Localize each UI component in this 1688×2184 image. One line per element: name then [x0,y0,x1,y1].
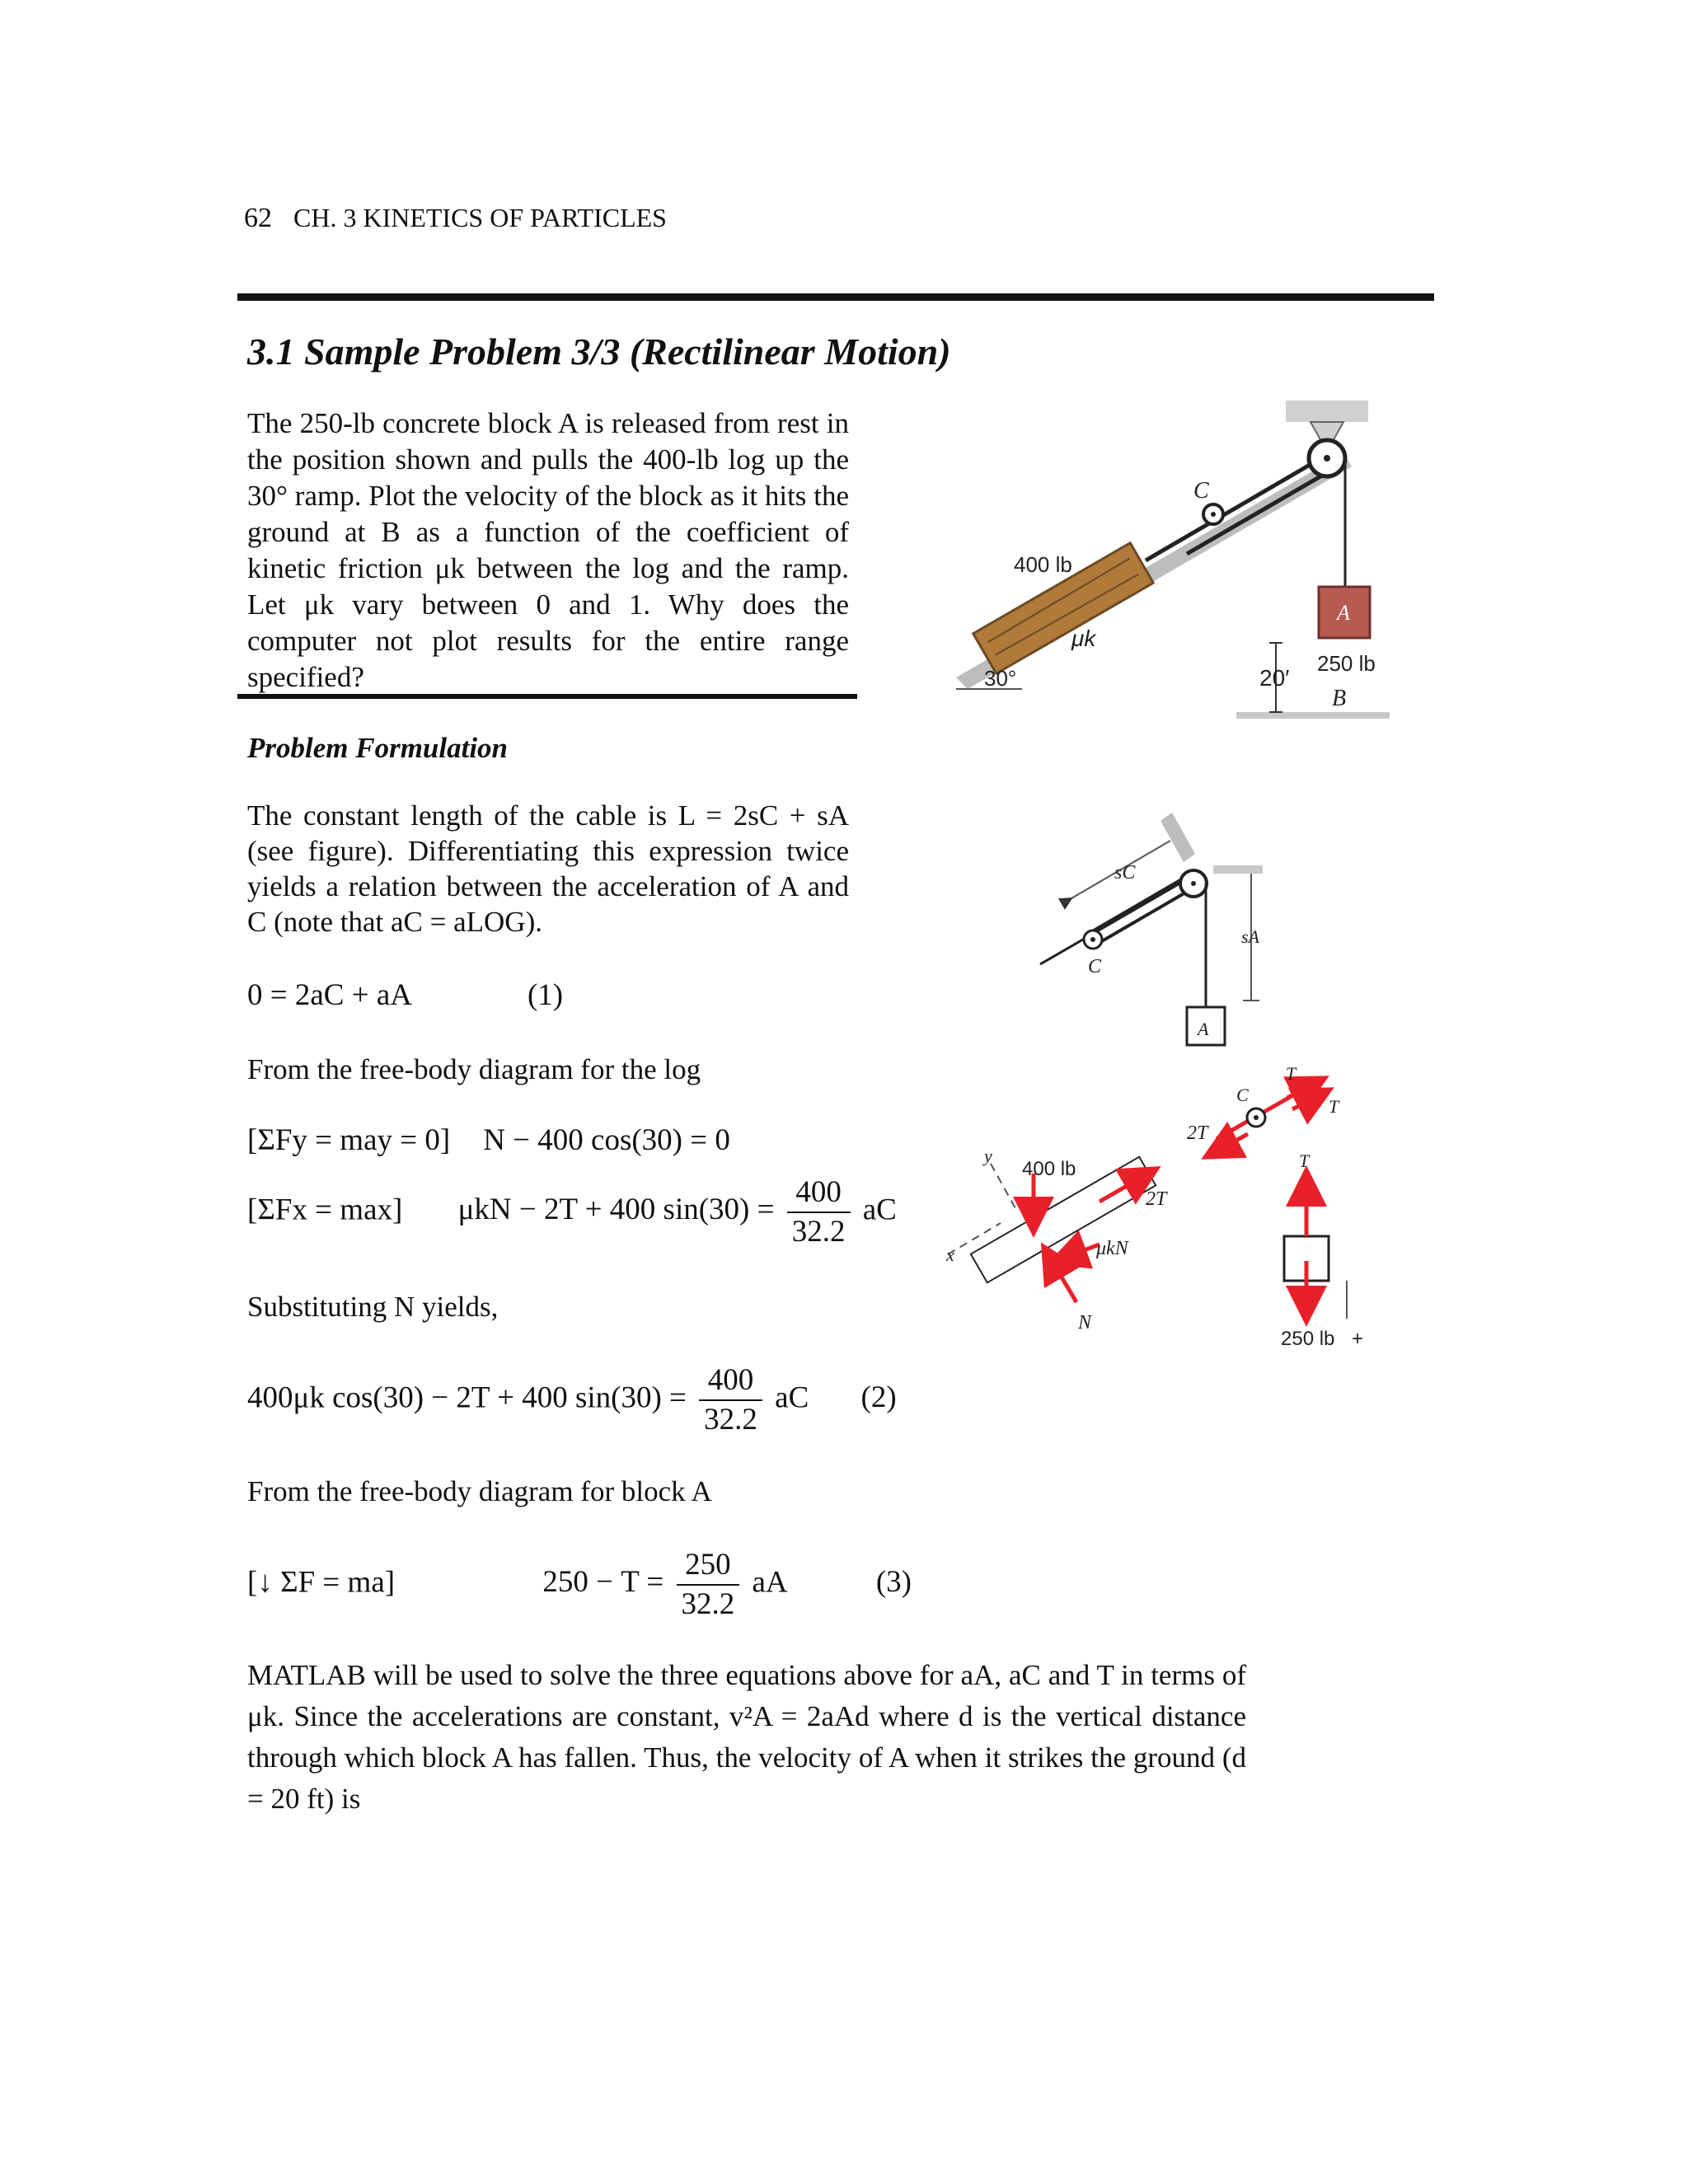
fbd-block-intro: From the free-body diagram for block A [247,1475,712,1507]
height-label: 20′ [1259,665,1290,691]
fraction-numerator: 250 [677,1546,740,1586]
fraction-numerator: 400 [699,1361,762,1401]
fraction-denominator: 32.2 [681,1587,735,1621]
fbd-2t-label: 2T [1146,1188,1167,1210]
equation-fx-lhs: μkN − 2T + 400 sin(30) = [457,1193,775,1227]
page-number: 62 [244,203,272,233]
fbd-log-intro: From the free-body diagram for the log [247,1053,701,1085]
equation-2-rhs: aC [775,1380,809,1415]
pulley-c-label: C [1193,478,1209,504]
c-label-small: C [1088,956,1102,977]
ceiling-support [1286,401,1368,422]
section-title: 3.1 Sample Problem 3/3 (Rectilinear Motion) [247,330,951,373]
friction-arrow [1055,1244,1100,1261]
fbd-weight-label: 400 lb [1022,1158,1076,1180]
substituting-text: Substituting N yields, [247,1291,499,1323]
x-axis-label: x [946,1244,954,1265]
sa-label: sA [1241,926,1259,947]
cable-log-to-pulley [1146,462,1315,560]
equation-fy-expr: N − 400 cos(30) = 0 [483,1123,730,1157]
pulley-2t-label: 2T [1187,1122,1208,1144]
section-heading: Problem Formulation [247,732,509,764]
log-weight-label: 400 lb [1014,552,1072,577]
y-axis [991,1164,1015,1208]
ramp-figure [956,401,1390,719]
equation-3-lhs: 250 − T = [542,1565,664,1600]
fraction-numerator: 400 [787,1174,851,1213]
matlab-paragraph: MATLAB will be used to solve the three equations above for aA, aC and T in terms of μk. Since the accelerations are constant, v²A = 2aAd where d is the vertical distance through which block A has fallen. Thus, the velocity of A when it strikes the ground (d = 20 ft) is [247,1659,1246,1815]
equation-fx-label: [ΣFx = max] [247,1193,403,1227]
equation-3-rhs: aA [752,1565,786,1600]
pulley-t-label-2: T [1329,1096,1339,1117]
equation-2-lhs: 400μk cos(30) − 2T + 400 sin(30) = [247,1380,687,1415]
fraction-denominator: 32.2 [791,1215,846,1249]
a-label-small: A [1198,1019,1209,1039]
equation-fy-label: [ΣFy = may = 0] [247,1123,451,1157]
equation-2-number: (2) [860,1380,897,1415]
mu-k-label: μk [1071,626,1096,651]
kinematics-figure [1040,813,1263,1045]
fraction-denominator: 32.2 [704,1403,757,1436]
formulation-paragraph: The constant length of the cable is L = 2sC + sA (see figure). Differentiating this expression twice yields a relation between the acceleration of A and C (note that aC = aLOG). [247,799,849,938]
block-weight-label: 250 lb [1317,651,1376,676]
block-a-label: A [1337,601,1350,625]
incline-line [1040,874,1197,964]
positive-direction-label: + [1352,1328,1364,1350]
equation-fx-rhs: aC [862,1193,897,1227]
fbd-pulley-c [1187,1063,1340,1155]
cable-lower [1096,892,1187,944]
equation-1-number: (1) [527,978,564,1012]
pulley-t-label-1: T [1286,1063,1296,1084]
fbd-log [945,1146,1168,1333]
fbd-n-label: N [1078,1312,1092,1333]
cable-upper [1090,880,1180,933]
wall-support [1160,813,1195,862]
pulley-2t-arrow [1208,1134,1248,1155]
block-fbd-weight-label: 250 lb [1281,1328,1335,1350]
ground [1236,712,1390,719]
equation-3-label: [↓ ΣF = ma] [247,1565,396,1600]
sc-label: sC [1114,862,1136,883]
block-tension-label: T [1299,1151,1310,1171]
equation-1-expr: 0 = 2aC + aA [247,978,412,1012]
fbd-block [1281,1151,1363,1350]
equation-3-number: (3) [875,1565,912,1600]
ramp-angle-label: 30° [984,666,1017,691]
pulley-c-fbd-label: C [1236,1085,1249,1105]
problem-statement: The 250-lb concrete block A is released from rest in the position shown and pulls the 400-lb log up the 30° ramp. Plot the velocity of the block as it hits the ground at B as a function of the coefficient of kinetic friction μk between the log and the ramp. Let μk vary between 0 and 1. Why does the computer not plot results for the entire range specified? [247,407,849,693]
y-axis-label: y [984,1146,992,1166]
ceiling-small [1213,865,1263,874]
fbd-mu-n-label: μkN [1096,1238,1128,1259]
ground-b-label: B [1332,686,1347,711]
chapter-title: CH. 3 KINETICS OF PARTICLES [293,203,667,232]
